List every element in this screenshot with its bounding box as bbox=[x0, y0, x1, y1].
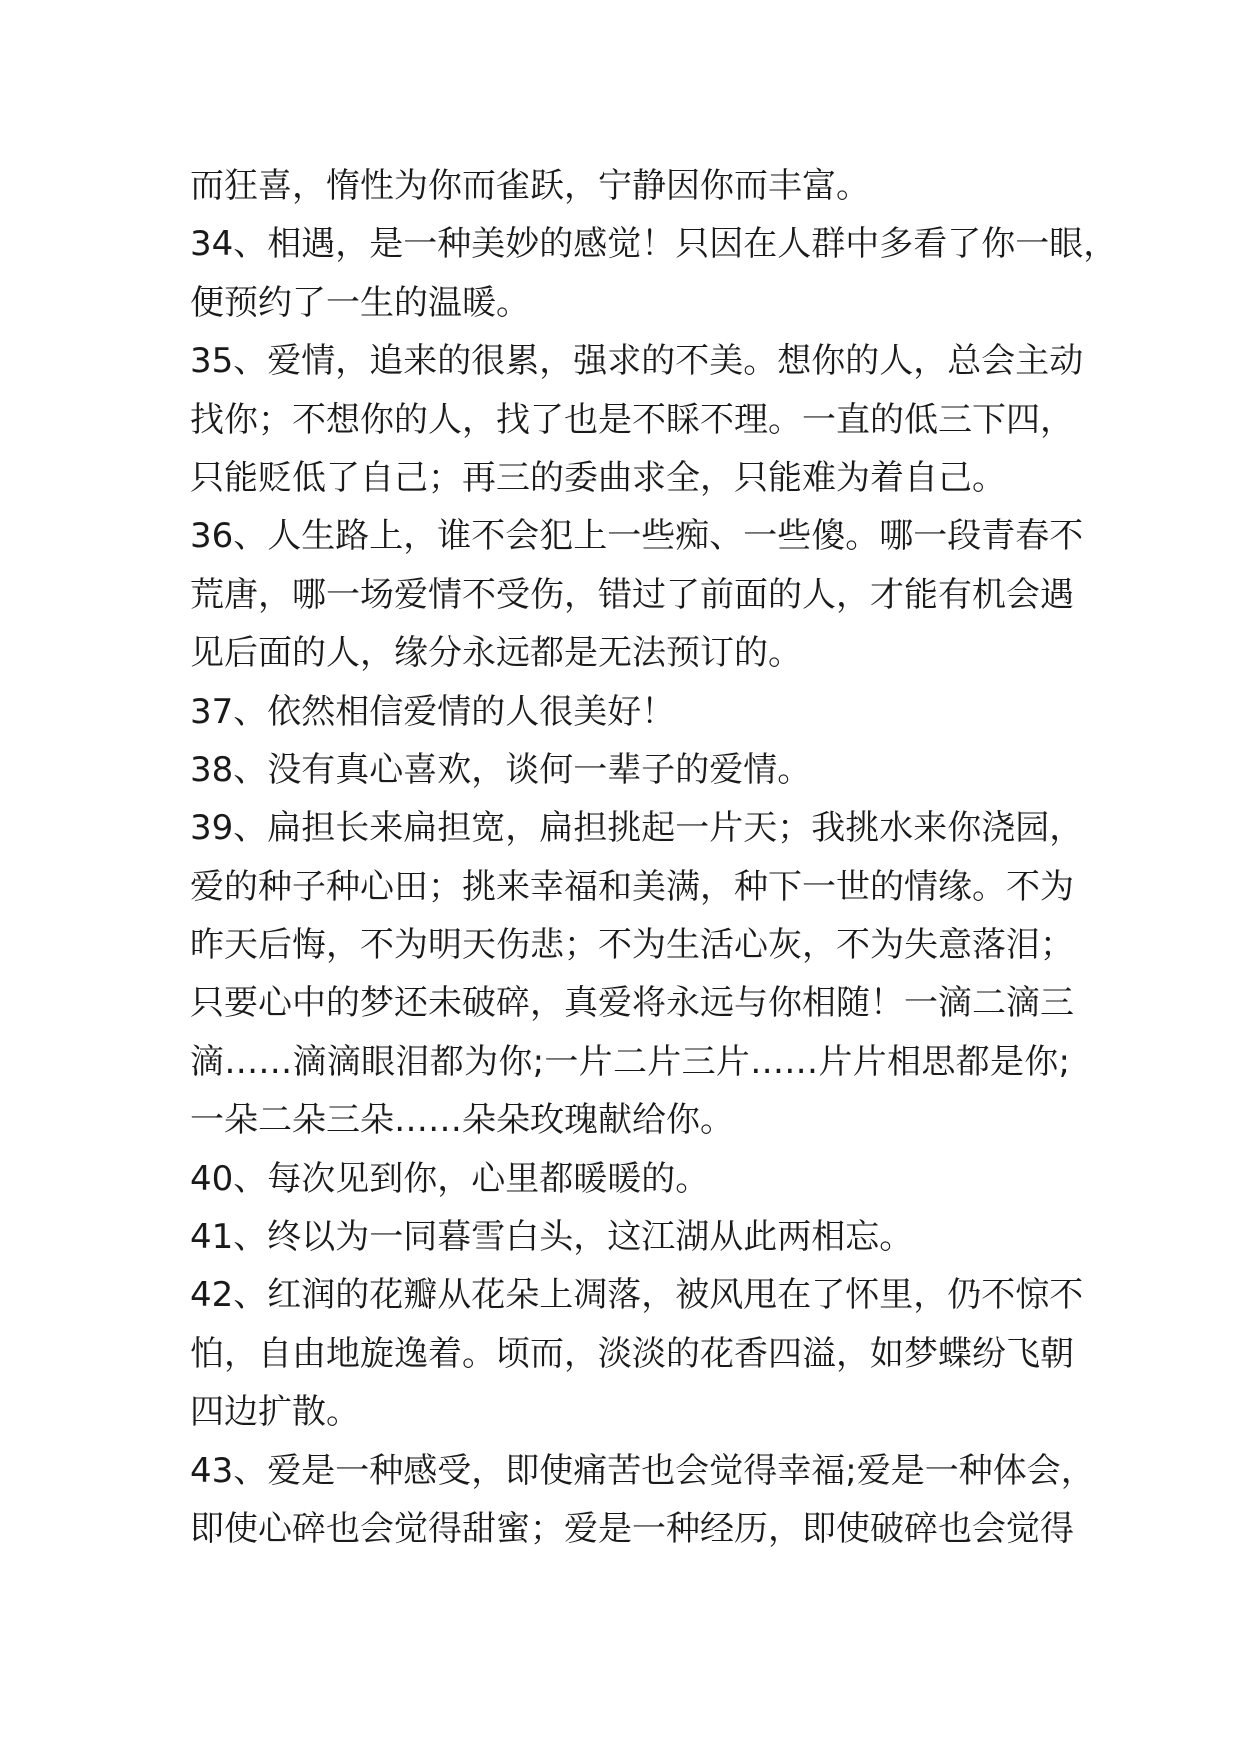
text-line: 爱的种子种心田；挑来幸福和美满，种下一世的情缘。不为 bbox=[190, 866, 1074, 907]
text-line: 38、没有真心喜欢，谈何一辈子的爱情。 bbox=[190, 749, 812, 790]
text-line: 42、红润的花瓣从花朵上凋落，被风甩在了怀里，仍不惊不 bbox=[190, 1275, 1084, 1316]
text-line: 一朵二朵三朵……朵朵玫瑰献给你。 bbox=[190, 1100, 734, 1141]
text-line: 滴……滴滴眼泪都为你;一片二片三片……片片相思都是你; bbox=[190, 1041, 1070, 1082]
text-line: 40、每次见到你，心里都暖暖的。 bbox=[190, 1158, 710, 1199]
text-line: 41、终以为一同暮雪白头，这江湖从此两相忘。 bbox=[190, 1217, 914, 1258]
body-text bbox=[190, 157, 1118, 1558]
text-line: 便预约了一生的温暖。 bbox=[190, 282, 530, 323]
text-line: 而狂喜，惰性为你而雀跃，宁静因你而丰富。 bbox=[190, 166, 870, 206]
text-line: 只要心中的梦还未破碎，真爱将永远与你相随！一滴二滴三 bbox=[190, 983, 1074, 1024]
text-line: 35、爱情，追来的很累，强求的不美。想你的人，总会主动 bbox=[190, 341, 1084, 382]
text-line: 36、人生路上，谁不会犯上一些痴、一些傻。哪一段青春不 bbox=[190, 516, 1084, 557]
text-line: 43、爱是一种感受，即使痛苦也会觉得幸福;爱是一种体会， bbox=[190, 1450, 1095, 1491]
text-line: 34、相遇，是一种美妙的感觉！只因在人群中多看了你一眼， bbox=[190, 224, 1118, 265]
text-line: 怕，自由地旋逸着。顷而，淡淡的花香四溢，如梦蝶纷飞朝 bbox=[190, 1333, 1074, 1374]
text-line: 四边扩散。 bbox=[190, 1392, 360, 1433]
text-line: 昨天后悔，不为明天伤悲；不为生活心灰，不为失意落泪； bbox=[190, 925, 1074, 966]
text-line: 即使心碎也会觉得甜蜜；爱是一种经历，即使破碎也会觉得 bbox=[190, 1508, 1074, 1549]
text-line: 39、扁担长来扁担宽，扁担挑起一片天；我挑水来你浇园， bbox=[190, 808, 1084, 849]
text-line: 找你；不想你的人，找了也是不睬不理。一直的低三下四， bbox=[190, 399, 1074, 440]
text-line: 荒唐，哪一场爱情不受伤，错过了前面的人，才能有机会遇 bbox=[190, 574, 1074, 615]
text-line: 见后面的人，缘分永远都是无法预订的。 bbox=[190, 633, 802, 674]
text-line: 只能贬低了自己；再三的委曲求全，只能难为着自己。 bbox=[190, 457, 1006, 498]
text-line: 37、依然相信爱情的人很美好！ bbox=[190, 691, 676, 732]
